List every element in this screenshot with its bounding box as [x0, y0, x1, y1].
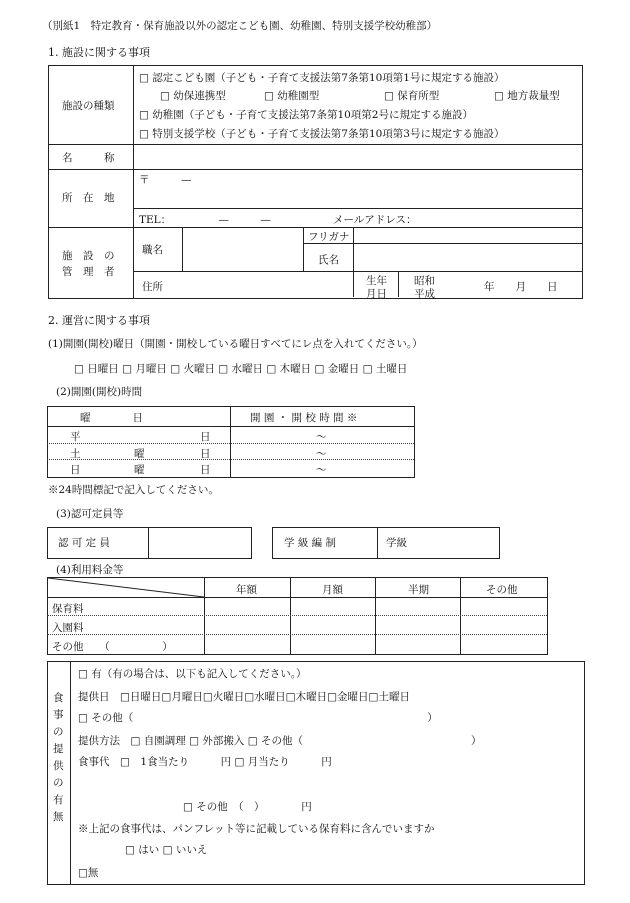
hours-row-weekday-a: 平	[70, 431, 81, 443]
hours-row-weekday-c: 日	[200, 431, 211, 443]
meal-no[interactable]: □無	[78, 867, 99, 879]
hours-head-day: 曜 日	[80, 412, 143, 424]
manager-label-2: 管 理 者	[62, 266, 115, 278]
fee-col-year: 年額	[236, 584, 257, 596]
hours-row-sun-time: 〜	[316, 464, 327, 476]
hours-row-weekday-time: 〜	[316, 431, 327, 443]
manager-label-1: 施 設 の	[62, 250, 115, 262]
type-kodomoen[interactable]: □ 認定こども園（子ども・子育て支援法第7条第10項第1号に規定する施設）	[139, 72, 505, 84]
fee-col-month: 月額	[322, 584, 343, 596]
hours-row-sat-a: 土	[70, 448, 81, 460]
class-unit: 学級	[386, 537, 407, 549]
capacity-label: 認 可 定 員	[58, 537, 111, 549]
days-title: (1)開園(開校)曜日（開園・開校している曜日すべてにレ点を入れてください。）	[48, 338, 423, 350]
postal-code: 〒 —	[139, 174, 192, 186]
subtype-hoikusho[interactable]: □ 保育所型	[384, 90, 440, 102]
subtype-yoho[interactable]: □ 幼保連携型	[160, 90, 226, 102]
hours-title: (2)開園(開校)時間	[56, 386, 143, 398]
hours-row-sun-a: 日	[70, 464, 81, 476]
era-showa: 昭和	[414, 275, 435, 287]
capacity-title: (3)認可定員等	[56, 508, 124, 520]
open-days-checkboxes[interactable]: □ 日曜日 □ 月曜日 □ 火曜日 □ 水曜日 □ 木曜日 □ 金曜日 □ 土曜日	[74, 363, 408, 375]
meal-other[interactable]: □ その他（ ）	[78, 712, 438, 724]
meal-note: ※上記の食事代は、パンフレット等に記載している保育料に含んでいますか	[78, 823, 435, 835]
fee-title: (4)利用料金等	[56, 564, 124, 576]
hours-head-time: 開 園 ・ 開 校 時 間 ※	[250, 412, 358, 424]
person-name-label: 氏名	[318, 254, 339, 266]
fee-col-other: その他	[486, 584, 518, 596]
fee-row-other: その他 （ ）	[52, 641, 173, 653]
meal-label: 食 事 の 提 供 の 有 無	[53, 692, 64, 823]
hours-row-sat-c: 日	[200, 448, 211, 460]
meal-included-yesno[interactable]: □ はい □ いいえ	[125, 844, 208, 856]
birth-ymd: 年 月 日	[484, 281, 558, 293]
meal-yes[interactable]: □ 有（有の場合は、以下も記入してください。）	[78, 668, 307, 680]
type-tokubetsu[interactable]: □ 特別支援学校（子ども・子育て支援法第7条第10項第3号に規定する施設）	[139, 128, 505, 140]
birth-label-2: 月日	[366, 288, 387, 300]
type-youchien[interactable]: □ 幼稚園（子ども・子育て支援法第7条第10項第2号に規定する施設）	[139, 109, 473, 121]
fee-col-half: 半期	[408, 584, 429, 596]
address-label: 住所	[142, 281, 163, 293]
email-label: メールアドレス：	[333, 214, 417, 226]
hours-row-sat-b: 曜	[134, 448, 145, 460]
section2-title: 2. 運営に関する事項	[48, 314, 150, 327]
name-label: 名 称	[62, 152, 115, 164]
location-label: 所 在 地	[62, 192, 115, 204]
subtype-youchien[interactable]: □ 幼稚園型	[264, 90, 320, 102]
fee-row-hoiku: 保育料	[52, 603, 84, 615]
hours-row-sat-time: 〜	[316, 448, 327, 460]
fee-row-nyuen: 入園料	[52, 622, 84, 634]
subtype-chihou[interactable]: □ 地方裁量型	[494, 90, 560, 102]
fee-diagonal	[48, 578, 204, 597]
birth-label-1: 生年	[366, 275, 387, 287]
tel-field: TEL： — —	[139, 214, 271, 226]
hours-row-sun-c: 日	[200, 464, 211, 476]
document-header: （別紙1 特定教育・保育施設以外の認定こども園、幼稚園、特別支援学校幼稚部）	[42, 20, 438, 32]
era-heisei: 平成	[414, 288, 435, 300]
meal-method[interactable]: 提供方法 □ 自園調理 □ 外部搬入 □ その他（ ）	[78, 735, 482, 747]
facility-type-label: 施設の種類	[62, 100, 115, 112]
furigana-label: フリガナ	[308, 231, 350, 243]
meal-cost-other[interactable]: □ その他 （ ） 円	[183, 801, 312, 813]
position-label: 職名	[142, 244, 163, 256]
meal-cost[interactable]: 食事代 □ 1食当たり 円 □ 月当たり 円	[78, 756, 332, 768]
section1-title: 1. 施設に関する事項	[48, 46, 150, 59]
meal-days[interactable]: 提供日 □日曜日□月曜日□火曜日□水曜日□木曜日□金曜日□土曜日	[78, 691, 410, 703]
class-label: 学 級 編 制	[284, 537, 337, 549]
hours-row-sun-b: 曜	[134, 464, 145, 476]
note-24h: ※24時間標記で記入してください。	[48, 484, 219, 496]
